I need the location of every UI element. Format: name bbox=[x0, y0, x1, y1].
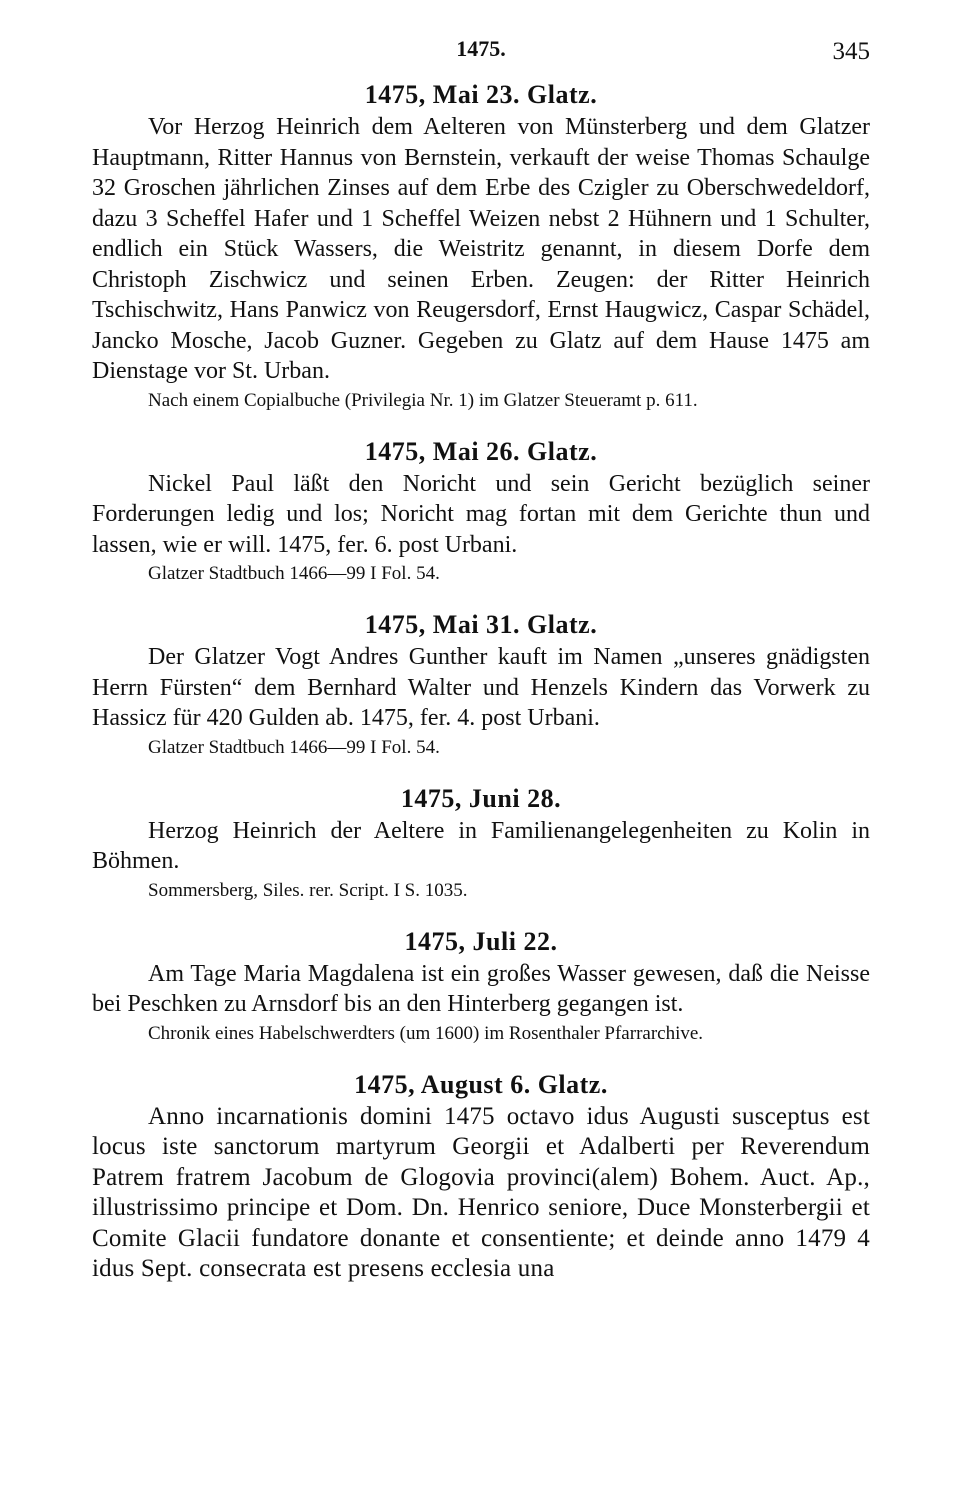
entry-heading: 1475, Mai 23. Glatz. bbox=[364, 80, 598, 109]
entry-body: Anno incarnationis domini 1475 octavo idus Augusti susceptus est locus iste sanctorum martyrum Georgii et Adalberti per Reverendum Patrem fratrem Jacobum de Glogovia provinci(alem) Bohem. Auct. Ap., illustrissimo principe et Dom. Dn. Henrico seniore, Duce Monsterbergii et Comite Glacii fundatore donante et consentiente; et deinde anno 1479 4 idus Sept. consecrata est presens ecclesia una bbox=[92, 1102, 870, 1282]
entry-source: Nach einem Copialbuche (Privilegia Nr. 1) im Glatzer Steueramt p. 611. bbox=[148, 389, 698, 411]
entry-source: Glatzer Stadtbuch 1466—99 I Fol. 54. bbox=[148, 736, 440, 758]
running-title: 1475. bbox=[456, 36, 506, 61]
entry-body: Vor Herzog Heinrich dem Aelteren von Münsterberg und dem Glatzer Hauptmann, Ritter Hannus von Bernstein, verkauft der weise Thomas Schaulge 32 Groschen jährlichen Zinses auf dem Erbe des Czigler zu Oberschwedeldorf, dazu 3 Scheffel Hafer und 1 Scheffel Weizen nebst 2 Hühnern und 1 Schulter, endlich ein Stück Wassers, die Weistritz genannt, in diesem Dorfe dem Christoph Zischwicz und seinen Erben. Zeugen: der Ritter Heinrich Tschischwitz, Hans Panwicz von Reugersdorf, Ernst Haugwicz, Caspar Schädel, Jancko Mosche, Jacob Guzner. Gegeben zu Glatz auf dem Hause 1475 am Dienstage vor St. Urban. bbox=[92, 114, 870, 384]
entry-source: Sommersberg, Siles. rer. Script. I S. 1035. bbox=[148, 879, 468, 901]
entry-1475-juni-28 bbox=[92, 782, 870, 905]
entry-heading: 1475, Mai 31. Glatz. bbox=[364, 610, 598, 639]
page-header bbox=[92, 34, 870, 74]
entry-heading: 1475, August 6. Glatz. bbox=[354, 1069, 608, 1099]
entry-heading: 1475, Juli 22. bbox=[404, 926, 558, 956]
entry-source: Chronik eines Habelschwerdters (um 1600) im Rosenthaler Pfarrarchive. bbox=[148, 1022, 704, 1044]
entry-heading: 1475, Juni 28. bbox=[400, 783, 562, 813]
entry-body: Herzog Heinrich der Aeltere in Familienangelegenheiten zu Kolin in Böhmen. bbox=[92, 817, 870, 874]
entry-source: Glatzer Stadtbuch 1466—99 I Fol. 54. bbox=[148, 563, 440, 584]
entry-1475-juli-22 bbox=[92, 925, 870, 1048]
entry-body: Nickel Paul läßt den Noricht und sein Gericht bezüglich seiner Forderungen ledig und los; Noricht mag fortan mit dem Gerichte thun und lassen, wie er will. 1475, fer. 6. post Urbani. bbox=[92, 470, 870, 558]
entry-body: Am Tage Maria Magdalena ist ein großes Wasser gewesen, daß die Neisse bei Peschken zu Arnsdorf bis an den Hinterberg gegangen ist. bbox=[92, 960, 870, 1017]
entry-1475-mai-23 bbox=[92, 78, 870, 415]
entry-1475-mai-31 bbox=[92, 608, 870, 762]
entry-1475-mai-26 bbox=[92, 435, 870, 589]
document-page bbox=[92, 34, 870, 1285]
entry-heading: 1475, Mai 26. Glatz. bbox=[364, 436, 598, 466]
entry-1475-august-6 bbox=[92, 1068, 870, 1285]
entry-body: Der Glatzer Vogt Andres Gunther kauft im Namen „unseres gnädigsten Herrn Fürsten“ dem Bernhard Walter und Henzels Kindern das Vorwerk zu Hassicz für 420 Gulden ab. 1475, fer. 4. post Urbani. bbox=[92, 644, 870, 731]
page-number: 345 bbox=[832, 38, 870, 65]
